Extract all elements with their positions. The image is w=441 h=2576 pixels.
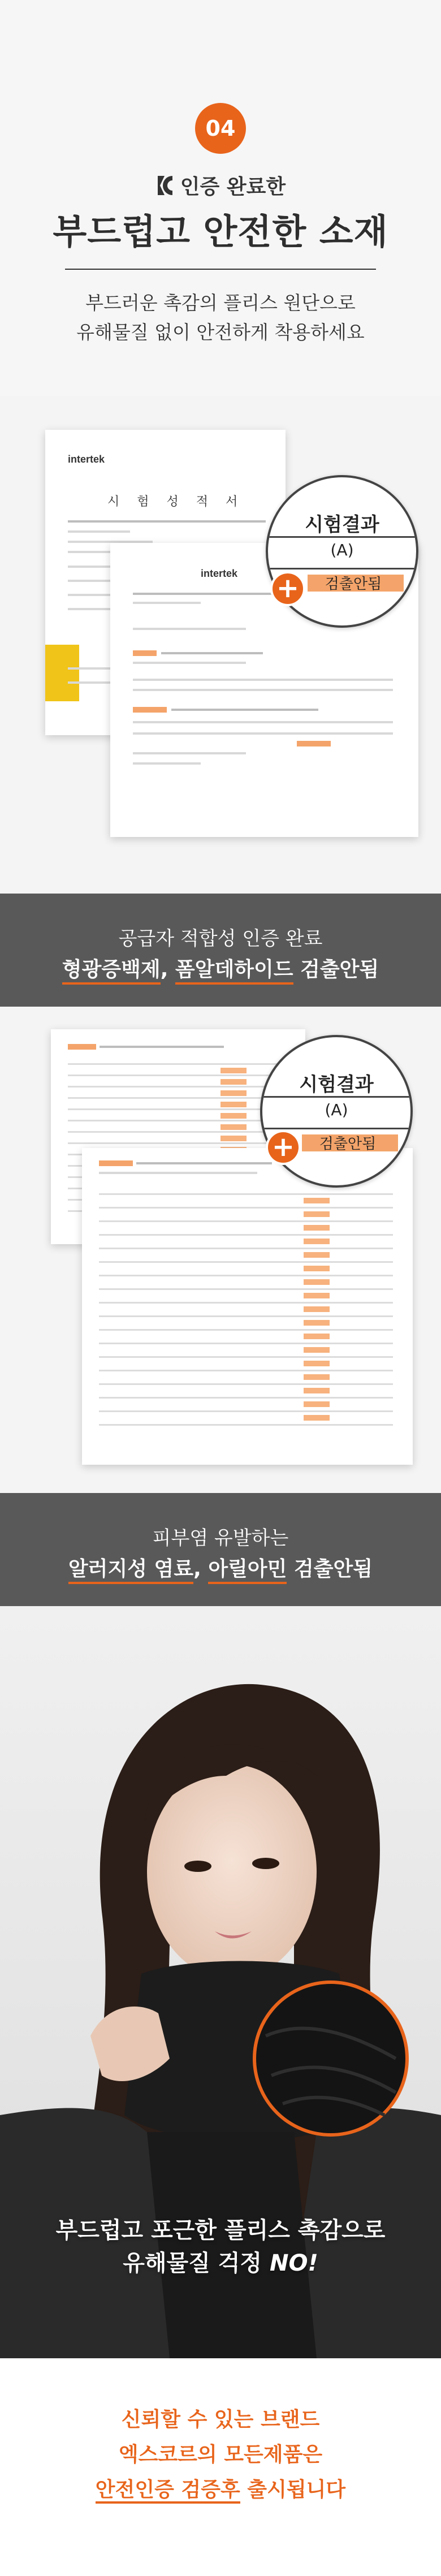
separator: , xyxy=(193,1557,209,1581)
result-cell xyxy=(304,1320,330,1326)
result-cell xyxy=(304,1374,330,1380)
table-row-line xyxy=(99,1288,393,1290)
doc-line xyxy=(136,1162,272,1164)
doc-line xyxy=(100,1046,224,1048)
photo-caption-line-1: 부드럽고 포근한 플리스 촉감으로 xyxy=(55,2217,386,2243)
trust-line-1: 신뢰할 수 있는 브랜드 xyxy=(121,2408,320,2431)
lens-result-label: 시험결과 xyxy=(299,1073,374,1096)
kc-cert-row xyxy=(0,171,441,200)
banner-line-2 xyxy=(0,1553,441,1582)
lens-result-status: 검출안됨 xyxy=(325,576,382,593)
plus-icon: + xyxy=(266,1130,301,1165)
highlight-mark xyxy=(99,1160,133,1166)
table-row-line xyxy=(99,1275,393,1276)
table-row-line xyxy=(99,1424,393,1426)
kc-label: 인증 완료한 xyxy=(180,175,286,199)
plus-icon: + xyxy=(270,571,305,606)
lens-result-value: (A) xyxy=(325,1101,348,1119)
doc-line xyxy=(133,762,201,765)
certificate-title: 시 험 성 적 서 xyxy=(107,495,245,509)
section-certificate-docs xyxy=(0,396,441,894)
result-cell xyxy=(220,1102,247,1107)
result-cell xyxy=(220,1124,247,1130)
table-row-line xyxy=(99,1302,393,1304)
banner-rest: 검출안됨 xyxy=(287,1557,373,1581)
result-cell xyxy=(304,1388,330,1393)
result-cell xyxy=(220,1136,247,1141)
arylamine-test-table xyxy=(82,1148,413,1465)
result-cell xyxy=(220,1090,247,1096)
doc-line xyxy=(68,580,113,582)
banner-cert-complete xyxy=(0,894,441,1007)
highlight-term: 알러지성 염료 xyxy=(68,1557,193,1584)
table-row-line xyxy=(68,1108,288,1110)
highlight-mark xyxy=(133,707,167,713)
table-row-line xyxy=(99,1370,393,1371)
table-row-line xyxy=(99,1383,393,1385)
doc-line xyxy=(68,594,113,596)
table-row-line xyxy=(68,1086,288,1088)
banner-line-1: 피부염 유발하는 xyxy=(152,1527,289,1550)
doc-line xyxy=(133,662,246,664)
lens-result-label: 시험결과 xyxy=(305,514,379,536)
result-cell xyxy=(304,1239,330,1244)
section-header xyxy=(0,0,441,396)
lens-rule xyxy=(268,568,416,569)
table-row-line xyxy=(99,1261,393,1263)
table-row-line xyxy=(99,1315,393,1317)
table-row-line xyxy=(68,1120,288,1121)
result-cell xyxy=(304,1306,330,1312)
table-row-line xyxy=(68,1097,288,1099)
result-cell xyxy=(304,1347,330,1353)
table-row-line xyxy=(68,1142,288,1144)
highlight-term: 형광증백제 xyxy=(62,958,161,985)
result-cell xyxy=(304,1279,330,1285)
banner-line-1: 공급자 적합성 인증 완료 xyxy=(118,927,323,950)
doc-line xyxy=(133,593,280,595)
result-cell xyxy=(220,1068,247,1073)
table-row-line xyxy=(99,1356,393,1358)
result-cell xyxy=(304,1266,330,1271)
table-row-line xyxy=(99,1248,393,1249)
doc-line xyxy=(133,602,201,604)
doc-stripe xyxy=(45,645,79,701)
doc-line xyxy=(161,652,263,654)
lens-rule xyxy=(262,1128,410,1129)
banner-rest: 검출안됨 xyxy=(293,958,379,981)
caption-text: 유해물질 걱정 xyxy=(123,2250,270,2276)
result-cell xyxy=(220,1079,247,1085)
banner-line-2 xyxy=(0,953,441,982)
doc-line xyxy=(99,1172,257,1174)
table-row-line xyxy=(99,1220,393,1222)
doc-line xyxy=(171,709,318,711)
separator: , xyxy=(160,958,175,981)
title-divider xyxy=(65,269,376,270)
section-brand-trust xyxy=(0,2358,441,2576)
table-row-line xyxy=(99,1397,393,1399)
doc-line xyxy=(133,628,246,630)
section-lab-table xyxy=(0,1007,441,1493)
doc-line xyxy=(133,721,393,723)
table-row-line xyxy=(99,1329,393,1331)
lens-rule xyxy=(268,536,416,538)
doc-line xyxy=(133,689,393,691)
result-cell xyxy=(304,1401,330,1407)
doc-line xyxy=(133,752,246,754)
trust-highlight: 안전인증 검증후 xyxy=(96,2478,240,2504)
highlight-mark xyxy=(68,1044,96,1050)
subtitle-line-2: 유해물질 없이 안전하게 착용하세요 xyxy=(76,321,365,343)
highlight-term: 폼알데하이드 xyxy=(175,958,293,985)
kc-mark-icon xyxy=(155,174,175,197)
intertek-logo: intertek xyxy=(68,454,105,465)
doc-rule xyxy=(68,520,266,523)
highlight-term: 아릴아민 xyxy=(208,1557,287,1584)
highlight-mark xyxy=(133,650,157,656)
doc-line xyxy=(133,679,393,681)
doc-line xyxy=(68,530,130,533)
result-cell xyxy=(304,1252,330,1258)
highlight-mark xyxy=(297,741,331,747)
result-cell xyxy=(220,1113,247,1119)
doc-line xyxy=(68,608,113,610)
intertek-logo: intertek xyxy=(201,568,238,579)
trust-line-3 xyxy=(0,2474,441,2502)
table-row-line xyxy=(68,1063,288,1065)
result-cell xyxy=(304,1293,330,1298)
section-model-photo xyxy=(0,1606,441,2358)
result-cell xyxy=(304,1361,330,1366)
result-cell xyxy=(304,1415,330,1421)
trust-line-2: 엑스코르의 모든제품은 xyxy=(118,2443,323,2466)
lens-result-value: (A) xyxy=(330,541,354,559)
result-cell xyxy=(304,1198,330,1203)
trust-rest: 출시됩니다 xyxy=(240,2478,346,2501)
subtitle-line-1: 부드러운 촉감의 플리스 원단으로 xyxy=(85,292,356,314)
lens-rule xyxy=(262,1096,410,1098)
table-row-line xyxy=(68,1075,288,1076)
doc-line xyxy=(133,732,393,735)
photo-caption-line-2 xyxy=(0,2245,441,2277)
table-row-line xyxy=(99,1410,393,1412)
result-cell xyxy=(304,1334,330,1339)
section-number-badge: 04 xyxy=(195,103,246,154)
table-row-line xyxy=(68,1131,288,1133)
table-row-line xyxy=(99,1234,393,1236)
table-row-line xyxy=(99,1207,393,1209)
caption-emphasis: NO! xyxy=(269,2250,318,2276)
result-cell xyxy=(304,1211,330,1217)
table-row-line xyxy=(99,1193,393,1195)
page-title: 부드럽고 안전한 소재 xyxy=(53,211,388,252)
banner-allergen-free xyxy=(0,1493,441,1606)
lens-result-status: 검출안됨 xyxy=(319,1136,377,1153)
table-row-line xyxy=(99,1343,393,1344)
result-cell xyxy=(304,1225,330,1231)
